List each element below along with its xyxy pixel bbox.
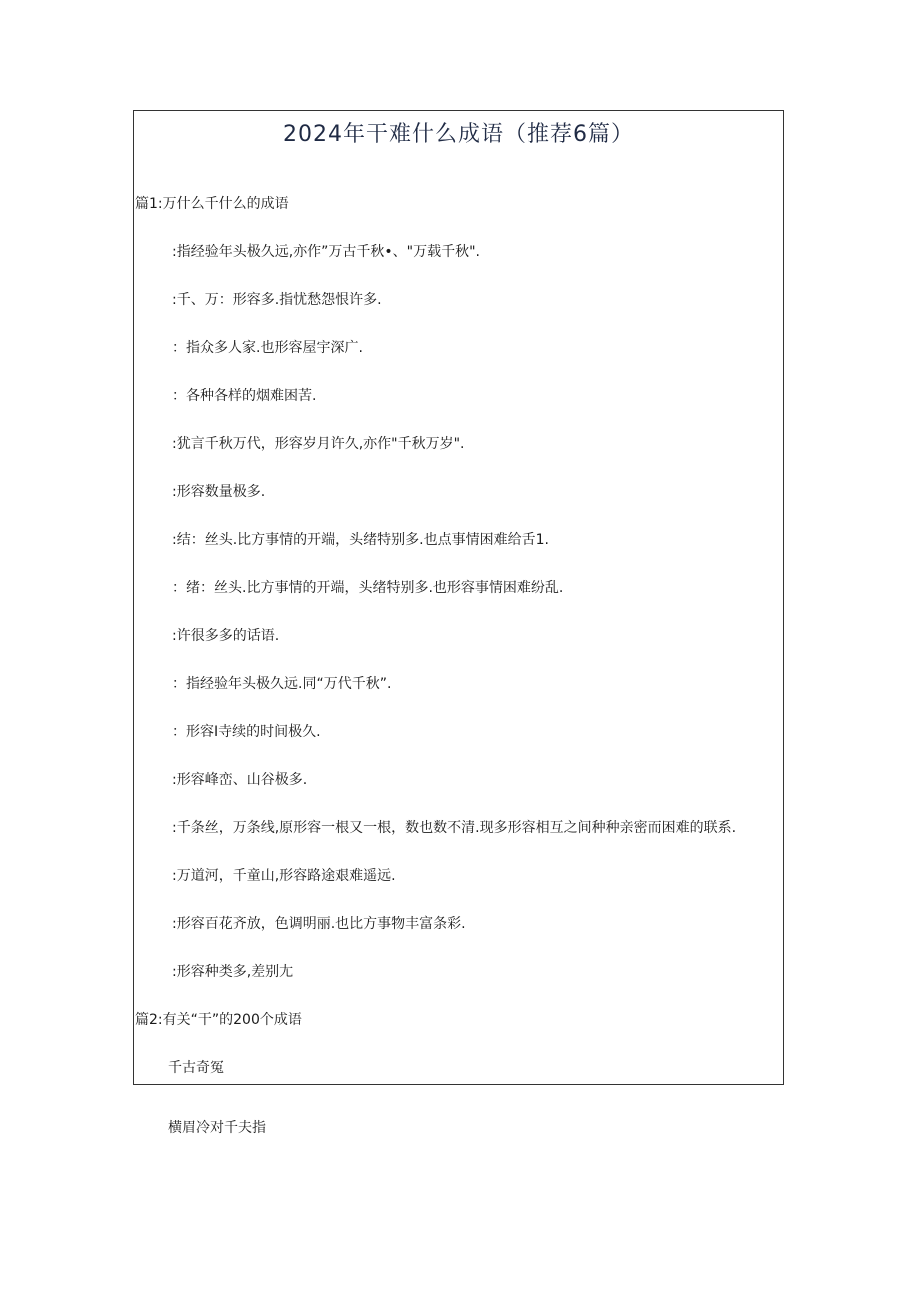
- idiom-definition: :形容百花齐放，色调明丽.也比方事物丰富条彩.: [172, 916, 466, 932]
- idiom-item: 横眉冷对千夫指: [168, 1120, 266, 1136]
- section-heading-1: 篇1:万什么千什么的成语: [135, 196, 289, 212]
- idiom-definition: :形容数量极多.: [172, 484, 266, 500]
- idiom-definition: ：指经验年头极久远.同“万代千秋”.: [172, 676, 392, 692]
- idiom-definition: ：形容I寺续的时间极久.: [172, 724, 321, 740]
- idiom-definition: :形容峰峦、山谷极多.: [172, 772, 308, 788]
- idiom-definition: ：各种各样的烟难困苦.: [172, 388, 317, 404]
- idiom-definition: :千、万：形容多.指忧愁怨恨许多.: [172, 292, 382, 308]
- idiom-definition: :千条丝，万条线,原形容一根又一根，数也数不清.现多形容相互之间种种亲密而困难的联系.: [172, 820, 737, 836]
- idiom-definition: ：绪：丝头.比方事情的开端，头绪特别多.也形容事情困难纷乱.: [172, 580, 564, 596]
- idiom-definition: ：指众多人家.也形容屋宇深广.: [172, 340, 363, 356]
- idiom-item: 千古奇冤: [168, 1060, 224, 1076]
- idiom-definition: :万道河，千童山,形容路途艰难遥远.: [172, 868, 396, 884]
- idiom-definition: :指经验年头极久远,亦作”万古千秋•、"万载千秋".: [172, 244, 481, 260]
- idiom-definition: :许很多多的话语.: [172, 628, 280, 644]
- section-heading-2: 篇2:有关“干”的200个成语: [135, 1012, 302, 1028]
- idiom-definition: :形容种类多,差别尢: [172, 964, 294, 980]
- idiom-definition: :结：丝头.比方事情的开端，头绪特别多.也点事情困难给舌1.: [172, 532, 549, 548]
- document-title: 2024年干难什么成语（推荐6篇）: [283, 122, 634, 147]
- idiom-definition: :犹言千秋万代，形容岁月许久,亦作"千秋万岁".: [172, 436, 465, 452]
